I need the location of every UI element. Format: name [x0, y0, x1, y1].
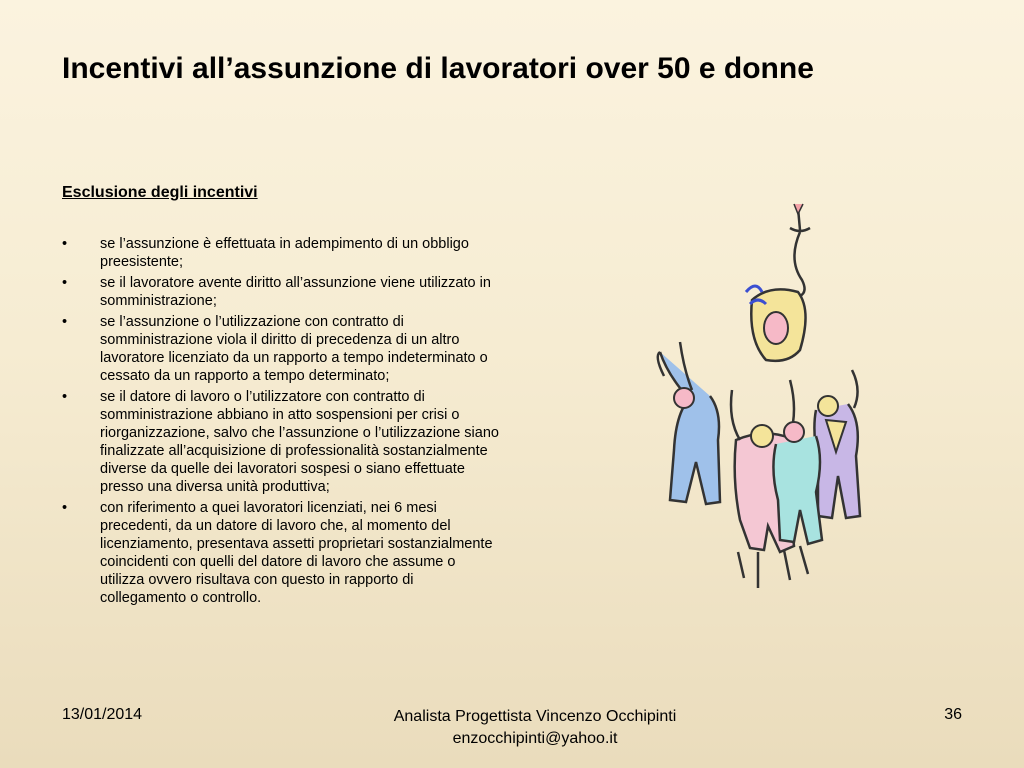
list-item [62, 313, 502, 385]
list-item [62, 274, 502, 310]
bullet-icon: • [62, 275, 68, 291]
bullet-text: con riferimento a quei lavoratori licenziati, nei 6 mesi precedenti, da un datore di lavoro che, al momento del licenziamento, presentava assetti proprietari sostanzialmente coincidenti con quelli del datore di lavoro che assume o utilizza ovvero risultava con questo in rapporto di collegamento o controllo. [100, 500, 493, 606]
bullet-icon: • [62, 236, 68, 252]
bullet-text: se l’assunzione è effettuata in adempimento di un obbligo preesistente; [100, 236, 469, 270]
bullet-list [62, 235, 502, 610]
bullet-icon: • [62, 500, 68, 516]
footer-author-block [340, 706, 730, 750]
list-item [62, 235, 502, 271]
section-subheading: Esclusione degli incentivi [62, 184, 258, 201]
bullet-icon: • [62, 314, 68, 330]
footer-email: enzocchipinti@yahoo.it [452, 730, 618, 747]
celebrating-people-illustration [640, 200, 890, 600]
bullet-text: se il lavoratore avente diritto all’assunzione viene utilizzato in somministrazione; [100, 275, 491, 309]
bullet-icon: • [62, 389, 68, 405]
page-number: 36 [944, 706, 962, 723]
footer-date: 13/01/2014 [62, 706, 143, 723]
slide-title: Incentivi all’assunzione di lavoratori over 50 e donne [62, 52, 814, 85]
list-item [62, 388, 502, 496]
bullet-text: se il datore di lavoro o l’utilizzatore con contratto di somministrazione abbiano in atto sospensioni per crisi o riorganizzazione, salvo che l’assunzione o l’utilizzazione siano finalizzate all’acquisizione di professionalità sostanzialmente diverse da quelle dei lavoratori sospesi o siano effettuate presso una diversa unità produttiva; [100, 389, 499, 495]
footer-author: Analista Progettista Vincenzo Occhipinti [393, 708, 677, 725]
list-item [62, 499, 502, 607]
bullet-text: se l’assunzione o l’utilizzazione con contratto di somministrazione viola il diritto di precedenza di un altro lavoratore licenziato da un rapporto a tempo indeterminato o cessato da un rapporto a tempo determinato; [100, 314, 488, 384]
